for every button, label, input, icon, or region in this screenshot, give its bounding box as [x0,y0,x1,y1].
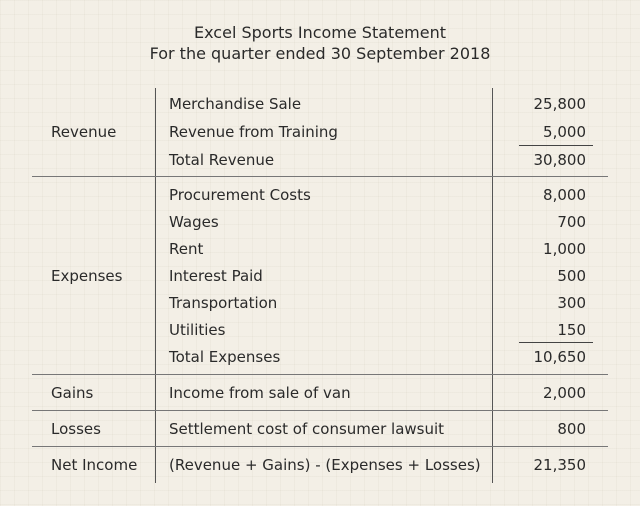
line-item-label: Interest Paid [169,267,263,285]
total-revenue-amount: 30,800 [533,151,586,169]
section-divider [32,446,608,447]
line-item-label: Rent [169,240,204,258]
category-gains: Gains [51,384,94,402]
line-item-amount: 2,000 [543,384,586,402]
line-item-amount: 5,000 [543,123,586,141]
line-item-label: Procurement Costs [169,186,311,204]
net-income-amount: 21,350 [533,456,586,474]
line-item-amount: 800 [557,420,586,438]
line-item-amount: 700 [557,213,586,231]
line-item-amount: 150 [557,321,586,339]
line-item-label: Wages [169,213,219,231]
line-item-label: Income from sale of van [169,384,351,402]
line-item-label: Revenue from Training [169,123,338,141]
category-revenue: Revenue [51,123,117,141]
section-divider [32,374,608,375]
net-income-formula: (Revenue + Gains) - (Expenses + Losses) [169,456,481,474]
subtotal-underline [519,342,593,343]
line-item-amount: 1,000 [543,240,586,258]
line-item-label: Settlement cost of consumer lawsuit [169,420,445,438]
total-expenses-amount: 10,650 [533,348,586,366]
total-revenue-label: Total Revenue [169,151,275,169]
line-item-amount: 300 [557,294,586,312]
total-expenses-label: Total Expenses [169,348,281,366]
category-net-income: Net Income [51,456,138,474]
subtotal-underline [519,145,593,146]
line-item-amount: 25,800 [533,95,586,113]
column-divider-right [492,88,493,483]
section-divider [32,176,608,177]
line-item-amount: 500 [557,267,586,285]
line-item-label: Utilities [169,321,226,339]
statement-title: Excel Sports Income Statement [194,23,446,42]
category-expenses: Expenses [51,267,123,285]
line-item-label: Merchandise Sale [169,95,302,113]
section-divider [32,410,608,411]
line-item-label: Transportation [169,294,278,312]
category-losses: Losses [51,420,101,438]
statement-period: For the quarter ended 30 September 2018 [149,44,491,63]
column-divider-left [155,88,156,483]
line-item-amount: 8,000 [543,186,586,204]
